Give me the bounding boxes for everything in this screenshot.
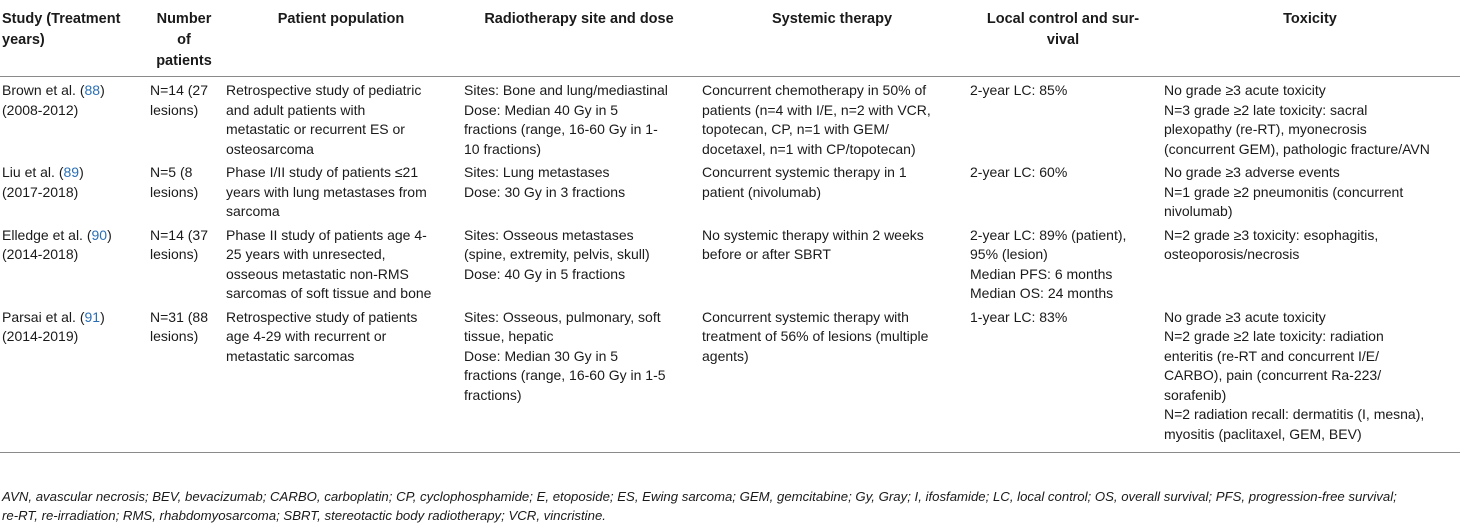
- column-header-line: Radiotherapy site and dose: [484, 11, 674, 27]
- cell-line: N=14 (27: [150, 82, 208, 98]
- cell-line: enteritis (re-RT and concurrent I/E/: [1164, 347, 1380, 364]
- cell-line: N=2 grade ≥3 toxicity: esophagitis,: [1164, 226, 1379, 243]
- study-cell: [0, 304, 146, 453]
- cell-line: N=1 grade ≥2 pneumonitis (concurrent: [1164, 183, 1404, 200]
- cell-line: sarcoma: [226, 203, 280, 219]
- patients-cell: [146, 222, 222, 304]
- reference-link[interactable]: 90: [91, 226, 108, 243]
- cell-line: Median PFS: 6 months: [970, 265, 1113, 282]
- cell-line: No systemic therapy within 2 weeks: [702, 226, 924, 243]
- cell-line: plexopathy (re-RT), myonecrosis: [1164, 121, 1367, 137]
- column-header-line: Toxicity: [1283, 11, 1337, 27]
- study-years: (2014-2019): [2, 328, 79, 344]
- study-years: (2008-2012): [2, 101, 79, 118]
- radiotherapy-cell: [460, 77, 698, 160]
- sbrt-studies-table: [0, 6, 1460, 453]
- cell-line: Concurrent systemic therapy in 1: [702, 164, 907, 180]
- cell-line: 1-year LC: 83%: [970, 308, 1068, 325]
- cell-line: CARBO), pain (concurrent Ra-223/: [1164, 367, 1382, 383]
- cell-line: myositis (paclitaxel, GEM, BEV): [1164, 425, 1362, 442]
- table-footnote: [2, 487, 1458, 525]
- cell-line: Dose: 40 Gy in 5 fractions: [464, 265, 626, 282]
- table-row: [0, 304, 1460, 453]
- footnote-line: AVN, avascular necrosis; BEV, bevacizumab; CARBO, carboplatin; CP, cyclophosphamide; E, etoposide; ES, Ewing sarcoma; GEM, gemcitabine; Gy, Gray; I, ifosfamide; LC, local control; OS, overall survival; PFS, progression-free survival;: [2, 489, 1397, 504]
- cell-line: 10 fractions): [464, 140, 542, 157]
- toxicity-cell: [1160, 304, 1460, 453]
- population-cell: [222, 222, 460, 304]
- outcome-cell: [966, 222, 1160, 304]
- study-author: [2, 81, 142, 101]
- column-header-line: Systemic therapy: [771, 11, 893, 27]
- study-years: (2017-2018): [2, 183, 79, 200]
- toxicity-cell: [1160, 159, 1460, 222]
- column-header: [222, 6, 460, 77]
- cell-line: N=2 grade ≥2 late toxicity: radiation: [1164, 328, 1384, 344]
- table-row: [0, 77, 1460, 160]
- cell-line: and adult patients with: [226, 101, 366, 118]
- outcome-cell: [966, 159, 1160, 222]
- cell-line: Dose: Median 40 Gy in 5: [464, 101, 619, 118]
- cell-line: nivolumab): [1164, 203, 1233, 219]
- cell-line: fractions (range, 16-60 Gy in 1-: [464, 121, 658, 137]
- systemic-therapy-cell: [698, 77, 966, 160]
- cell-line: agents): [702, 347, 749, 364]
- cell-line: Concurrent systemic therapy with: [702, 308, 909, 325]
- column-header-line: Number: [156, 11, 212, 27]
- cell-line: Retrospective study of pediatric: [226, 82, 422, 98]
- cell-line: No grade ≥3 acute toxicity: [1164, 82, 1326, 98]
- author-name: Parsai et al. (: [2, 308, 85, 325]
- table-body: [0, 77, 1460, 453]
- systemic-therapy-cell: [698, 159, 966, 222]
- cell-line: patient (nivolumab): [702, 183, 822, 200]
- study-author: [2, 308, 142, 328]
- cell-line: lesions): [150, 246, 199, 262]
- patients-cell: [146, 77, 222, 160]
- patients-cell: [146, 159, 222, 222]
- cell-line: osseous metastatic non-RMS: [226, 265, 409, 282]
- cell-line: topotecan, CP, n=1 with GEM/: [702, 121, 889, 137]
- cell-line: Sites: Osseous, pulmonary, soft: [464, 308, 661, 325]
- radiotherapy-cell: [460, 222, 698, 304]
- cell-line: sorafenib): [1164, 386, 1227, 403]
- cell-line: Phase I/II study of patients ≤21: [226, 164, 419, 180]
- cell-line: sarcomas of soft tissue and bone: [226, 285, 432, 301]
- reference-link[interactable]: 88: [84, 82, 101, 98]
- header-row: [0, 6, 1460, 77]
- column-header-line: of: [177, 32, 191, 48]
- cell-line: lesions): [150, 328, 199, 344]
- cell-line: (concurrent GEM), pathologic fracture/AVN: [1164, 140, 1430, 157]
- cell-line: fractions (range, 16-60 Gy in 1-5: [464, 367, 666, 383]
- study-author: [2, 226, 142, 246]
- cell-line: Median OS: 24 months: [970, 285, 1114, 301]
- cell-line: 95% (lesion): [970, 246, 1048, 262]
- cell-line: treatment of 56% of lesions (multiple: [702, 328, 929, 344]
- cell-line: (spine, extremity, pelvis, skull): [464, 246, 650, 262]
- outcome-cell: [966, 304, 1160, 453]
- cell-line: age 4-29 with recurrent or: [226, 328, 387, 344]
- cell-line: lesions): [150, 101, 199, 118]
- cell-line: osteosarcoma: [226, 140, 314, 157]
- population-cell: [222, 77, 460, 160]
- cell-line: Retrospective study of patients: [226, 308, 418, 325]
- patients-cell: [146, 304, 222, 453]
- cell-line: patients (n=4 with I/E, n=2 with VCR,: [702, 101, 931, 118]
- cell-line: before or after SBRT: [702, 246, 831, 262]
- cell-line: Sites: Lung metastases: [464, 164, 610, 180]
- cell-line: N=14 (37: [150, 226, 208, 243]
- table-header: [0, 6, 1460, 77]
- cell-line: lesions): [150, 183, 199, 200]
- cell-line: 2-year LC: 89% (patient),: [970, 226, 1127, 243]
- toxicity-cell: [1160, 77, 1460, 160]
- study-cell: [0, 159, 146, 222]
- cell-line: fractions): [464, 386, 522, 403]
- column-header-line: patients: [156, 53, 212, 69]
- reference-close: ): [100, 308, 105, 325]
- footnote-line: re-RT, re-irradiation; RMS, rhabdomyosarcoma; SBRT, stereotactic body radiotherapy; VCR, vincristine.: [2, 508, 606, 523]
- study-cell: [0, 222, 146, 304]
- author-name: Liu et al. (: [2, 164, 64, 180]
- cell-line: No grade ≥3 acute toxicity: [1164, 308, 1326, 325]
- author-name: Elledge et al. (: [2, 226, 92, 243]
- cell-line: osteoporosis/necrosis: [1164, 246, 1300, 262]
- column-header: [146, 6, 222, 77]
- study-years: (2014-2018): [2, 246, 79, 262]
- column-header-line: Patient population: [277, 11, 405, 27]
- reference-close: ): [100, 82, 105, 98]
- cell-line: metastatic or recurrent ES or: [226, 121, 405, 137]
- population-cell: [222, 304, 460, 453]
- radiotherapy-cell: [460, 304, 698, 453]
- outcome-cell: [966, 77, 1160, 160]
- cell-line: tissue, hepatic: [464, 328, 554, 344]
- column-header: [0, 6, 146, 77]
- reference-close: ): [79, 164, 84, 180]
- column-header-line: Study (Treatment: [2, 11, 121, 27]
- cell-line: 25 years with unresected,: [226, 246, 386, 262]
- study-author: [2, 163, 142, 183]
- reference-link[interactable]: 89: [63, 164, 80, 180]
- column-header: [966, 6, 1160, 77]
- cell-line: No grade ≥3 adverse events: [1164, 164, 1340, 180]
- population-cell: [222, 159, 460, 222]
- study-cell: [0, 77, 146, 160]
- cell-line: docetaxel, n=1 with CP/topotecan): [702, 140, 916, 157]
- reference-close: ): [107, 226, 112, 243]
- toxicity-cell: [1160, 222, 1460, 304]
- cell-line: N=2 radiation recall: dermatitis (I, mesna),: [1164, 406, 1425, 422]
- column-header: [698, 6, 966, 77]
- reference-link[interactable]: 91: [84, 308, 101, 325]
- column-header-line: vival: [1046, 32, 1080, 48]
- cell-line: N=3 grade ≥2 late toxicity: sacral: [1164, 101, 1368, 118]
- cell-line: years with lung metastases from: [226, 183, 427, 200]
- cell-line: Dose: 30 Gy in 3 fractions: [464, 183, 626, 200]
- cell-line: Dose: Median 30 Gy in 5: [464, 347, 619, 364]
- column-header: [1160, 6, 1460, 77]
- cell-line: N=5 (8: [150, 164, 193, 180]
- author-name: Brown et al. (: [2, 82, 85, 98]
- cell-line: 2-year LC: 60%: [970, 164, 1068, 180]
- column-header: [460, 6, 698, 77]
- cell-line: Concurrent chemotherapy in 50% of: [702, 82, 927, 98]
- cell-line: Sites: Osseous metastases: [464, 226, 634, 243]
- cell-line: Phase II study of patients age 4-: [226, 226, 427, 243]
- systemic-therapy-cell: [698, 222, 966, 304]
- cell-line: metastatic sarcomas: [226, 347, 355, 364]
- radiotherapy-cell: [460, 159, 698, 222]
- cell-line: 2-year LC: 85%: [970, 82, 1068, 98]
- table-row: [0, 159, 1460, 222]
- table-row: [0, 222, 1460, 304]
- cell-line: Sites: Bone and lung/mediastinal: [464, 82, 668, 98]
- cell-line: N=31 (88: [150, 308, 208, 325]
- column-header-line: Local control and sur-: [986, 11, 1140, 27]
- column-header-line: years): [2, 32, 45, 48]
- systemic-therapy-cell: [698, 304, 966, 453]
